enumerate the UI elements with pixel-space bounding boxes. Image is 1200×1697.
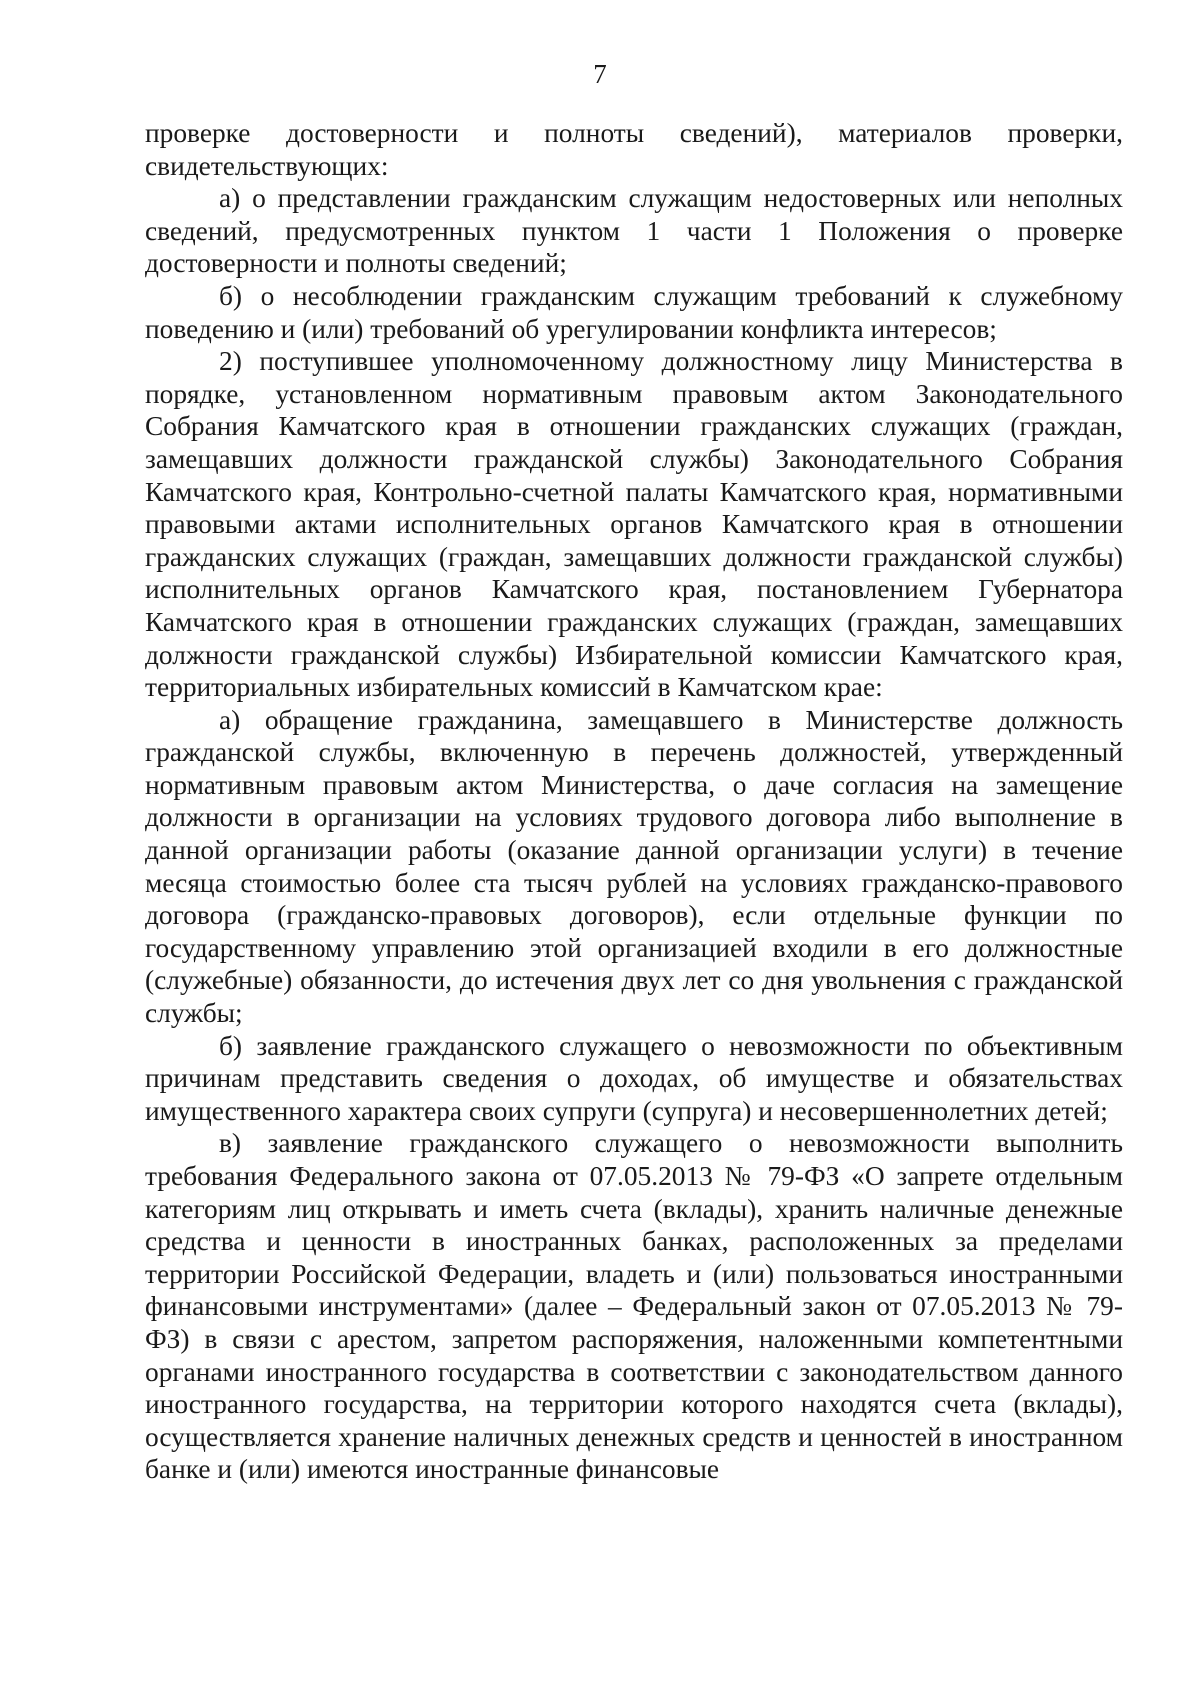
paragraph-item-1b: б) о несоблюдении гражданским служащим требований к служебному поведению и (или) требований об урегулировании конфликта интересов; (145, 280, 1123, 344)
paragraph-continuation: проверке достоверности и полноты сведений), материалов проверки, свидетельствующих: (145, 118, 1123, 181)
paragraph-item-2v: в) заявление гражданского служащего о невозможности выполнить требования Федерального закона от 07.05.2013 № 79-ФЗ «О запрете отдельным категориям лиц открывать и иметь счета (вклады), хранить наличные денежные средства и ценности в иностранных банках, расположенных за пределами территории Российской Федерации, владеть и (или) пользоваться иностранными финансовыми инструментами» (далее – Федеральный закон от 07.05.2013 № 79-ФЗ) в связи с арестом, запретом распоряжения, наложенными компетентными органами иностранного государства в соответствии с законодательством данного иностранного государства, на территории которого находятся счета (вклады), осуществляется хранение наличных денежных средств и ценностей в иностранном банке и (или) имеются иностранные финансовые (145, 1128, 1123, 1485)
paragraph-item-2a: а) обращение гражданина, замещавшего в Министерстве должность гражданской службы, включенную в перечень должностей, утвержденный нормативным правовым актом Министерства, о даче согласия на замещение должности в организации на условиях трудового договора либо выполнение в данной организации работы (оказание данной организации услуги) в течение месяца стоимостью более ста тысяч рублей на условиях гражданско-правового договора (гражданско-правовых договоров), если отдельные функции по государственному управлению этой организацией входили в его должностные (служебные) обязанности, до истечения двух лет со дня увольнения с гражданской службы; (145, 704, 1123, 1029)
paragraph-item-2b: б) заявление гражданского служащего о невозможности по объективным причинам представить сведения о доходах, об имуществе и обязательствах имущественного характера своих супруги (супруга) и несовершеннолетних детей; (145, 1030, 1123, 1126)
page-number: 7 (593, 59, 607, 89)
paragraph-item-2: 2) поступившее уполномоченному должностному лицу Министерства в порядке, установленном нормативным правовым актом Законодательного Собрания Камчатского края в отношении гражданских служащих (граждан, замещавших должности гражданской службы) Законодательного Собрания Камчатского края, Контрольно-счетной палаты Камчатского края, нормативными правовыми актами исполнительных органов Камчатского края в отношении гражданских служащих (граждан, замещавших должности гражданской службы) исполнительных органов Камчатского края, постановлением Губернатора Камчатского края в отношении гражданских служащих (граждан, замещавших должности гражданской службы) Избирательной комиссии Камчатского края, территориальных избирательных комиссий в Камчатском крае: (145, 346, 1123, 703)
paragraph-item-1a: а) о представлении гражданским служащим недостоверных или неполных сведений, предусмотренных пунктом 1 части 1 Положения о проверке достоверности и полноты сведений; (145, 183, 1123, 279)
document-body (145, 117, 1123, 1486)
